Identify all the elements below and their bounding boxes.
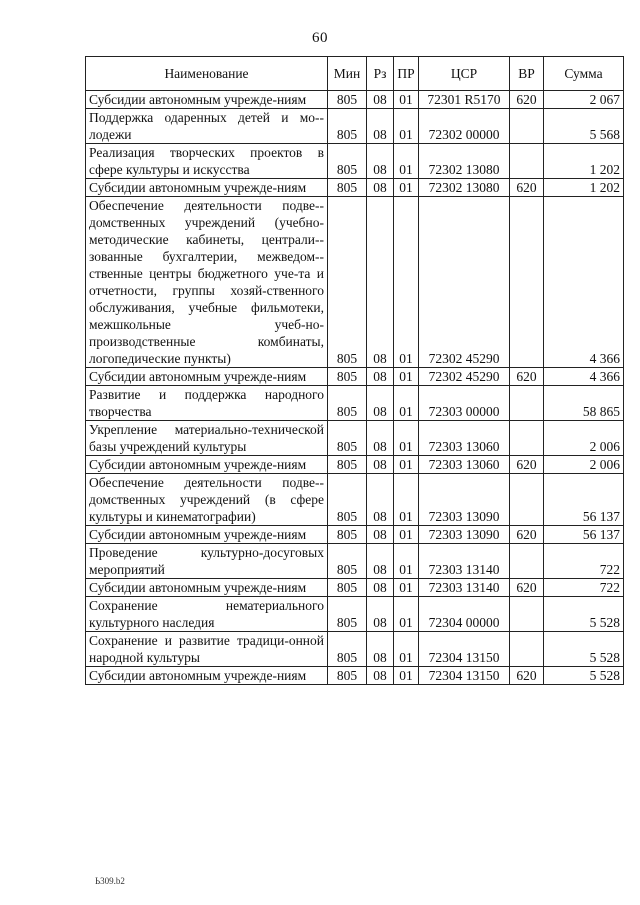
row-min: 805	[328, 597, 367, 632]
row-vr: 620	[510, 91, 544, 109]
row-min: 805	[328, 91, 367, 109]
row-pr: 01	[394, 144, 419, 179]
row-min: 805	[328, 544, 367, 579]
row-vr	[510, 109, 544, 144]
row-pr: 01	[394, 179, 419, 197]
row-name: Развитие и поддержка народного творчества	[86, 386, 328, 421]
row-sum: 4 366	[544, 197, 624, 368]
row-pr: 01	[394, 386, 419, 421]
row-rz: 08	[367, 474, 394, 526]
row-name: Субсидии автономным учрежде-ниям	[86, 579, 328, 597]
row-rz: 08	[367, 421, 394, 456]
row-min: 805	[328, 456, 367, 474]
row-sum: 722	[544, 544, 624, 579]
page-number: 60	[312, 30, 328, 46]
row-vr: 620	[510, 179, 544, 197]
row-pr: 01	[394, 91, 419, 109]
row-pr: 01	[394, 197, 419, 368]
table-row	[86, 91, 624, 109]
row-sum: 5 528	[544, 632, 624, 667]
row-pr: 01	[394, 421, 419, 456]
row-pr: 01	[394, 597, 419, 632]
row-csr: 72303 13090	[419, 474, 510, 526]
row-rz: 08	[367, 109, 394, 144]
row-pr: 01	[394, 544, 419, 579]
footer-code: Ь309.b2	[95, 876, 125, 886]
row-rz: 08	[367, 579, 394, 597]
table-row	[86, 667, 624, 685]
row-sum: 5 568	[544, 109, 624, 144]
row-name: Проведение культурно-досуговых мероприятий	[86, 544, 328, 579]
row-name: Субсидии автономным учрежде-ниям	[86, 456, 328, 474]
row-min: 805	[328, 144, 367, 179]
row-csr: 72302 13080	[419, 144, 510, 179]
row-csr: 72304 13150	[419, 632, 510, 667]
row-csr: 72303 13060	[419, 456, 510, 474]
table-row	[86, 197, 624, 368]
row-name: Реализация творческих проектов в сфере культуры и искусства	[86, 144, 328, 179]
table-header-row	[86, 57, 624, 91]
row-sum: 5 528	[544, 597, 624, 632]
table-row	[86, 421, 624, 456]
row-pr: 01	[394, 456, 419, 474]
row-vr	[510, 386, 544, 421]
row-sum: 58 865	[544, 386, 624, 421]
row-sum: 4 366	[544, 368, 624, 386]
row-name: Субсидии автономным учрежде-ниям	[86, 91, 328, 109]
row-rz: 08	[367, 597, 394, 632]
row-min: 805	[328, 386, 367, 421]
row-csr: 72304 13150	[419, 667, 510, 685]
row-vr	[510, 144, 544, 179]
row-pr: 01	[394, 368, 419, 386]
table-row	[86, 109, 624, 144]
row-name: Сохранение и развитие традици-онной народной культуры	[86, 632, 328, 667]
row-csr: 72304 00000	[419, 597, 510, 632]
row-min: 805	[328, 368, 367, 386]
row-rz: 08	[367, 632, 394, 667]
header-name: Наименование	[86, 57, 328, 91]
row-rz: 08	[367, 368, 394, 386]
row-sum: 1 202	[544, 179, 624, 197]
row-name: Сохранение нематериального культурного наследия	[86, 597, 328, 632]
header-min: Мин	[328, 57, 367, 91]
row-rz: 08	[367, 144, 394, 179]
header-sum: Сумма	[544, 57, 624, 91]
row-rz: 08	[367, 526, 394, 544]
row-vr	[510, 632, 544, 667]
row-csr: 72301 R5170	[419, 91, 510, 109]
row-name: Субсидии автономным учрежде-ниям	[86, 526, 328, 544]
table-row	[86, 597, 624, 632]
row-min: 805	[328, 667, 367, 685]
table-body	[86, 91, 624, 685]
table-row	[86, 526, 624, 544]
table-row	[86, 632, 624, 667]
row-min: 805	[328, 421, 367, 456]
row-pr: 01	[394, 526, 419, 544]
row-pr: 01	[394, 667, 419, 685]
row-vr	[510, 474, 544, 526]
row-sum: 5 528	[544, 667, 624, 685]
header-csr: ЦСР	[419, 57, 510, 91]
row-rz: 08	[367, 197, 394, 368]
row-csr: 72302 45290	[419, 368, 510, 386]
row-rz: 08	[367, 386, 394, 421]
table-row	[86, 456, 624, 474]
row-vr: 620	[510, 579, 544, 597]
budget-table	[85, 56, 624, 685]
row-vr: 620	[510, 526, 544, 544]
table-row	[86, 144, 624, 179]
row-vr	[510, 421, 544, 456]
table-row	[86, 368, 624, 386]
row-pr: 01	[394, 579, 419, 597]
row-name: Субсидии автономным учрежде-ниям	[86, 368, 328, 386]
row-name: Субсидии автономным учрежде-ниям	[86, 667, 328, 685]
header-rz: Рз	[367, 57, 394, 91]
row-pr: 01	[394, 474, 419, 526]
row-name: Укрепление материально-технической базы учреждений культуры	[86, 421, 328, 456]
row-pr: 01	[394, 109, 419, 144]
row-min: 805	[328, 579, 367, 597]
header-vr: ВР	[510, 57, 544, 91]
row-min: 805	[328, 109, 367, 144]
table-row	[86, 386, 624, 421]
row-csr: 72303 13060	[419, 421, 510, 456]
row-csr: 72303 13140	[419, 579, 510, 597]
row-vr	[510, 597, 544, 632]
table-row	[86, 544, 624, 579]
table-row	[86, 474, 624, 526]
row-vr	[510, 544, 544, 579]
row-csr: 72302 13080	[419, 179, 510, 197]
row-rz: 08	[367, 667, 394, 685]
row-csr: 72303 00000	[419, 386, 510, 421]
row-min: 805	[328, 197, 367, 368]
row-csr: 72303 13140	[419, 544, 510, 579]
row-csr: 72302 45290	[419, 197, 510, 368]
table-row	[86, 579, 624, 597]
row-min: 805	[328, 526, 367, 544]
row-name: Обеспечение деятельности подве-домственных учреждений (в сфере культуры и кинематографии)	[86, 474, 328, 526]
row-rz: 08	[367, 544, 394, 579]
row-vr: 620	[510, 368, 544, 386]
row-sum: 2 067	[544, 91, 624, 109]
row-rz: 08	[367, 179, 394, 197]
row-name: Обеспечение деятельности подве-домственных учреждений (учебно-методические кабинеты, централи-зованные бухгалтерии, межведом-ственные центры бюджетного уче-та и отчетности, группы хозяй-ственного обслуживания, учебные фильмотеки, межшкольные учеб-но-производственные комбинаты, логопедические пункты)	[86, 197, 328, 368]
row-name: Поддержка одаренных детей и мо-лодежи	[86, 109, 328, 144]
table-row	[86, 179, 624, 197]
row-rz: 08	[367, 456, 394, 474]
header-pr: ПР	[394, 57, 419, 91]
row-name: Субсидии автономным учрежде-ниям	[86, 179, 328, 197]
row-vr	[510, 197, 544, 368]
row-pr: 01	[394, 632, 419, 667]
row-vr: 620	[510, 456, 544, 474]
row-csr: 72302 00000	[419, 109, 510, 144]
row-min: 805	[328, 474, 367, 526]
row-rz: 08	[367, 91, 394, 109]
row-csr: 72303 13090	[419, 526, 510, 544]
row-vr: 620	[510, 667, 544, 685]
row-sum: 722	[544, 579, 624, 597]
row-sum: 56 137	[544, 474, 624, 526]
row-sum: 1 202	[544, 144, 624, 179]
row-sum: 56 137	[544, 526, 624, 544]
row-sum: 2 006	[544, 421, 624, 456]
row-sum: 2 006	[544, 456, 624, 474]
row-min: 805	[328, 179, 367, 197]
row-min: 805	[328, 632, 367, 667]
